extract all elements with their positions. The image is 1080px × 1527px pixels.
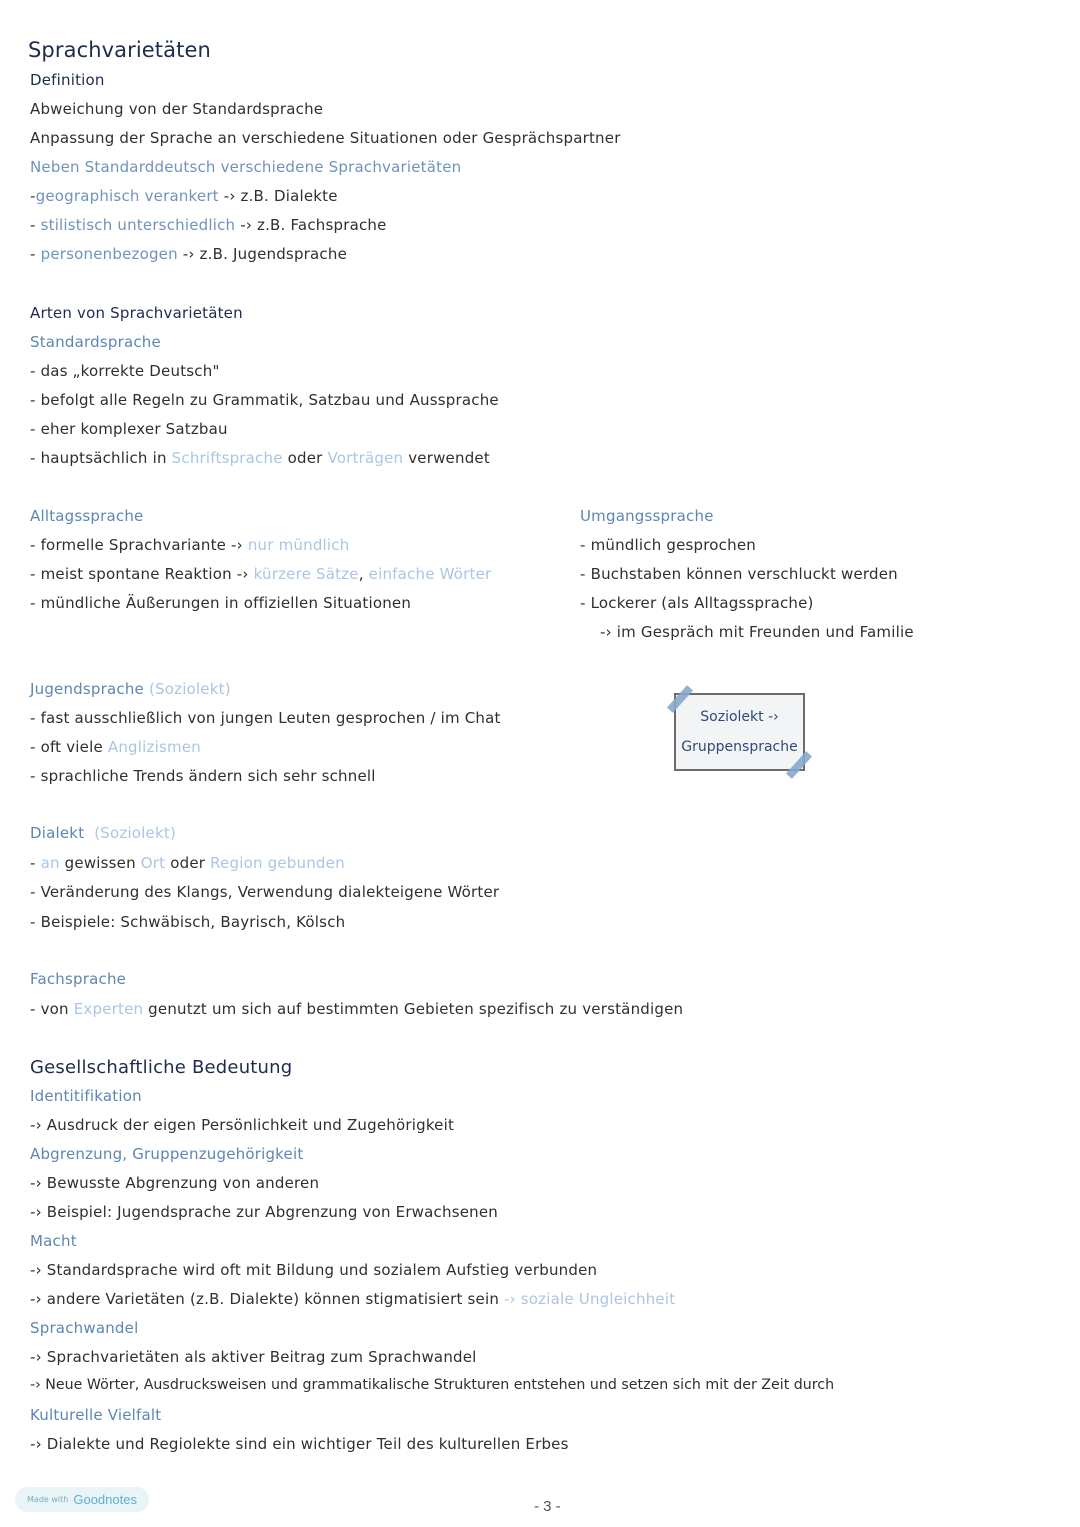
definition-line: Anpassung der Sprache an verschiedene Situationen oder Gesprächspartner: [30, 129, 621, 147]
macht-heading: Macht: [30, 1232, 77, 1250]
fach-heading: Fachsprache: [30, 970, 127, 988]
standard-heading: Standardsprache: [30, 333, 161, 351]
standard-bullet: - befolgt alle Regeln zu Grammatik, Satzbau und Aussprache: [30, 391, 499, 409]
definition-line: Abweichung von der Standardsprache: [30, 100, 324, 118]
alltag-bullet: - formelle Sprachvariante -› nur mündlich: [30, 536, 350, 554]
alltag-bullet: - mündliche Äußerungen in offiziellen Situationen: [30, 594, 412, 612]
ident-heading: Identitifikation: [30, 1087, 142, 1105]
bullet: - personenbezogen -› z.B. Jugendsprache: [30, 245, 348, 263]
note-line: Soziolekt -›: [700, 709, 779, 725]
dialekt-bullet: - Beispiele: Schwäbisch, Bayrisch, Kölsch: [30, 913, 346, 931]
fach-bullet: - von Experten genutzt um sich auf bestimmten Gebieten spezifisch zu verständigen: [30, 1000, 684, 1018]
page-title: Sprachvarietäten: [28, 38, 211, 62]
standard-bullet: - das „korrekte Deutsch": [30, 362, 220, 380]
bullet-term: geographisch verankert: [35, 187, 219, 205]
section-heading-arten: Arten von Sprachvarietäten: [30, 304, 243, 322]
jugend-heading: Jugendsprache (Soziolekt): [30, 680, 231, 698]
definition-heading: Definition: [30, 71, 105, 89]
kultur-line: -› Dialekte und Regiolekte sind ein wichtiger Teil des kulturellen Erbes: [30, 1435, 569, 1453]
abgrenz-line: -› Bewusste Abgrenzung von anderen: [30, 1174, 320, 1192]
bullet-rest: -› z.B. Fachsprache: [235, 216, 387, 234]
macht-line: -› andere Varietäten (z.B. Dialekte) können stigmatisiert sein -› soziale Ungleichheit: [30, 1290, 676, 1308]
dialekt-heading: Dialekt (Soziolekt): [30, 824, 177, 842]
abgrenz-line: -› Beispiel: Jugendsprache zur Abgrenzung von Erwachsenen: [30, 1203, 498, 1221]
ident-line: -› Ausdruck der eigen Persönlichkeit und Zugehörigkeit: [30, 1116, 455, 1134]
bullet: - stilistisch unterschiedlich -› z.B. Fachsprache: [30, 216, 387, 234]
alltag-bullet: - meist spontane Reaktion -› kürzere Sätze, einfache Wörter: [30, 565, 492, 583]
jugend-bullet: - sprachliche Trends ändern sich sehr schnell: [30, 767, 376, 785]
kultur-heading: Kulturelle Vielfalt: [30, 1406, 162, 1424]
page-number: - 3 -: [534, 1498, 561, 1515]
bullet-term: stilistisch unterschiedlich: [40, 216, 236, 234]
umgang-heading: Umgangssprache: [580, 507, 714, 525]
jugend-bullet: - fast ausschließlich von jungen Leuten gesprochen / im Chat: [30, 709, 501, 727]
jugend-bullet: - oft viele Anglizismen: [30, 738, 201, 756]
goodnotes-badge[interactable]: [15, 1487, 149, 1512]
wandel-line: -› Sprachvarietäten als aktiver Beitrag zum Sprachwandel: [30, 1348, 477, 1366]
standard-bullet: - hauptsächlich in Schriftsprache oder Vorträgen verwendet: [30, 449, 490, 467]
wandel-line: -› Neue Wörter, Ausdrucksweisen und grammatikalische Strukturen entstehen und setzen sich mit der Zeit durch: [30, 1377, 835, 1393]
bullet-rest: -› z.B. Dialekte: [218, 187, 338, 205]
umgang-bullet: -› im Gespräch mit Freunden und Familie: [600, 623, 914, 641]
umgang-bullet: - mündlich gesprochen: [580, 536, 756, 554]
sticky-note: [674, 693, 805, 771]
standard-bullet: - eher komplexer Satzbau: [30, 420, 228, 438]
bullet-term: personenbezogen: [40, 245, 178, 263]
note-line: Gruppensprache: [681, 739, 798, 755]
dialekt-bullet: - an gewissen Ort oder Region gebunden: [30, 854, 345, 872]
definition-intro: Neben Standarddeutsch verschiedene Sprachvarietäten: [30, 158, 462, 176]
alltag-heading: Alltagssprache: [30, 507, 144, 525]
umgang-bullet: - Lockerer (als Alltagssprache): [580, 594, 814, 612]
section-heading-gesellschaft: Gesellschaftliche Bedeutung: [30, 1057, 293, 1078]
bullet: -geographisch verankert -› z.B. Dialekte: [30, 187, 338, 205]
umgang-bullet: - Buchstaben können verschluckt werden: [580, 565, 898, 583]
badge-small-text: Made with: [27, 1495, 69, 1504]
macht-line: -› Standardsprache wird oft mit Bildung und sozialem Aufstieg verbunden: [30, 1261, 598, 1279]
bullet-rest: -› z.B. Jugendsprache: [177, 245, 348, 263]
badge-brand-text: Goodnotes: [73, 1492, 137, 1507]
abgrenz-heading: Abgrenzung, Gruppenzugehörigkeit: [30, 1145, 304, 1163]
wandel-heading: Sprachwandel: [30, 1319, 139, 1337]
dialekt-bullet: - Veränderung des Klangs, Verwendung dialekteigene Wörter: [30, 883, 500, 901]
